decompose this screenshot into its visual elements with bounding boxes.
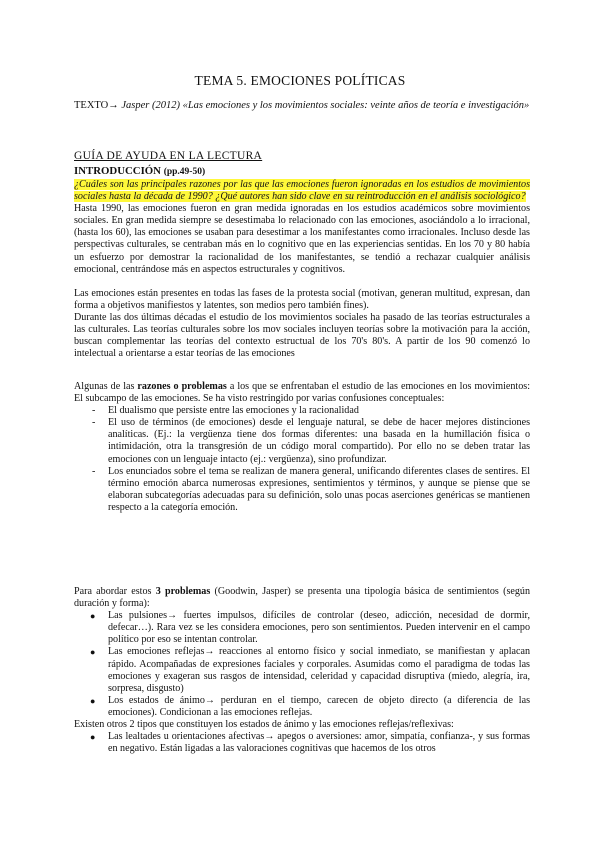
bullet-dot-icon: ●	[90, 611, 96, 622]
reasons-list	[74, 405, 530, 514]
list-item	[74, 466, 530, 514]
list-item-text: El uso de términos (de emociones) desde el lenguaje natural, se debe de hacer mejores distinciones analíticas. (Ej.: la vergüenza tiene dos formas diferentes: una basada en la humillación física o intimidación, otra la transgresión de un código moral compartido). Por ello no se deben tratar las emociones con un lenguaje intacto (ej.: vergüenza), sino profundizar.	[108, 417, 530, 465]
list-item-text: El dualismo que persiste entre las emociones y la racionalidad	[108, 405, 359, 417]
list-item	[74, 405, 530, 417]
list-item	[74, 646, 530, 694]
list-item-text: Las lealtades u orientaciones afectivas→ apegos o aversiones: amor, simpatía, confianza-, y sus formas en negativo. Están ligadas a las valoraciones cognitivas que hacemos de los otros	[108, 731, 530, 755]
dash-bullet: -	[92, 465, 96, 477]
feelings-typology-list	[74, 610, 530, 719]
problems-section	[74, 586, 530, 755]
list-item-text: Los enunciados sobre el tema se realizan de manera general, unificando diferentes clases de sentires. El término emoción abarca numerosas expresiones, sentimientos y términos, y aunque se piense que se elaboran subcategorías adecuadas para su definición, solo unas pocas aserciones genéricas se mantienen respecto a la categoría emoción.	[108, 465, 530, 513]
dash-bullet: -	[92, 405, 96, 417]
source-prefix: TEXTO→	[74, 100, 122, 111]
source-citation: Jasper (2012) «Las emociones y los movimientos sociales: veinte años de teoría e investigación»	[121, 100, 530, 111]
intro-paragraph-3: Durante las dos últimas décadas el estudio de los movimientos sociales ha pasado de las teorías estructurales a las culturales. Las teorías culturales sobre los mov sociales incluyen teorías sobre la motivación para la acción, buscan complementar las teorías del contexto estructual de los 70's 80's. A partir de los 90 comenzó lo intelectual a orientarse a estar teorías de las emociones	[74, 311, 530, 360]
introduction-section	[74, 179, 530, 360]
problems-lead-bold: 3 problemas	[155, 586, 211, 597]
introduction-pages: (pp.49-50)	[163, 167, 206, 177]
list-item-text: Las pulsiones→ fuertes impulsos, difíciles de controlar (deseo, adicción, necesidad de dormir, defecar…). Rara vez se les considera emociones, pero son sentimientos. Pueden intervenir en el campo político por eso se intentan controlar.	[108, 610, 530, 646]
problems-lead-start: Para abordar estos	[74, 586, 156, 597]
list-item	[74, 731, 530, 755]
problems-lead-end: (Goodwin, Jasper) se presenta una tipología básica de sentimientos (según duración y forma):	[74, 586, 530, 610]
list-item-text: Las emociones reflejas→ reacciones al entorno físico y social inmediato, se manifiestan y aplacan rápido. Acompañadas de expresiones faciales y corporales. Asumidas como el paradigma de todas las emociones y exageran sus rasgos de intensidad, celeridad y capacidad disruptiva (miedo, alegría, ira, sorpresa, disgusto)	[108, 646, 530, 694]
other-types-list	[74, 731, 530, 755]
bullet-dot-icon: ●	[90, 647, 96, 658]
list-item	[74, 417, 530, 465]
source-reference	[74, 100, 530, 113]
reasons-section	[74, 381, 530, 514]
list-item-text: Los estados de ánimo→ perduran en el tiempo, carecen de objeto directo (a diferencia de las emociones). Condicionan a las emociones reflejas.	[108, 694, 530, 718]
reasons-lead-end: a los que se enfrentaban el estudio de las emociones en los movimientos: El subcampo de las emociones. Se ha visto restringido por varias confusiones conceptuales:	[74, 381, 530, 405]
reasons-lead-start: Algunas de las	[74, 381, 138, 392]
dash-bullet: -	[92, 417, 96, 429]
highlighted-question: ¿Cuáles son las principales razones por las que las emociones fueron ignoradas en los estudios de movimientos sociales hasta la década de 1990? ¿Qué autores han sido clave en su reintroducción en el análisis sociológico?	[74, 179, 530, 203]
reading-guide-heading: GUÍA DE AYUDA EN LA LECTURA	[74, 150, 263, 162]
intro-paragraph-1: Hasta 1990, las emociones fueron en gran medida ignoradas en los estudios académicos sobre movimientos sociales. En gran medida siempre se desestimaba lo relacionado con las emociones, asociándolo a lo irracional, (hasta los 60), las emociones se usaban para desestimar a los manifestantes como irracionales. Incluso desde las perspectivas culturales, se centraban más en lo cognitivo que en las experiencias sentidas. En los 70 y 80 había un esfuerzo por demostrar la racionalidad de los manifestantes, se tendió a rechazar cualquier análisis emocional, centrándose más en aspectos estructurales y cognitivos.	[74, 203, 530, 275]
bullet-dot-icon: ●	[90, 695, 96, 706]
other-types-paragraph: Existen otros 2 tipos que constituyen los estados de ánimo y las emociones reflejas/reflexivas:	[74, 719, 454, 731]
list-item	[74, 610, 530, 646]
bullet-dot-icon: ●	[90, 732, 96, 743]
problems-lead	[74, 586, 530, 610]
introduction-heading	[74, 165, 205, 178]
reasons-lead	[74, 381, 530, 405]
guiding-question	[74, 179, 530, 203]
introduction-heading-text: INTRODUCCIÓN	[74, 165, 164, 177]
intro-paragraph-2: Las emociones están presentes en todas las fases de la protesta social (motivan, generan multitud, expresan, dan forma a objetivos manifiestos y latentes, son medios pero también fines).	[74, 287, 530, 311]
page-title: TEMA 5. EMOCIONES POLÍTICAS	[194, 73, 406, 88]
reasons-lead-bold: razones o problemas	[137, 381, 227, 392]
list-item	[74, 695, 530, 719]
